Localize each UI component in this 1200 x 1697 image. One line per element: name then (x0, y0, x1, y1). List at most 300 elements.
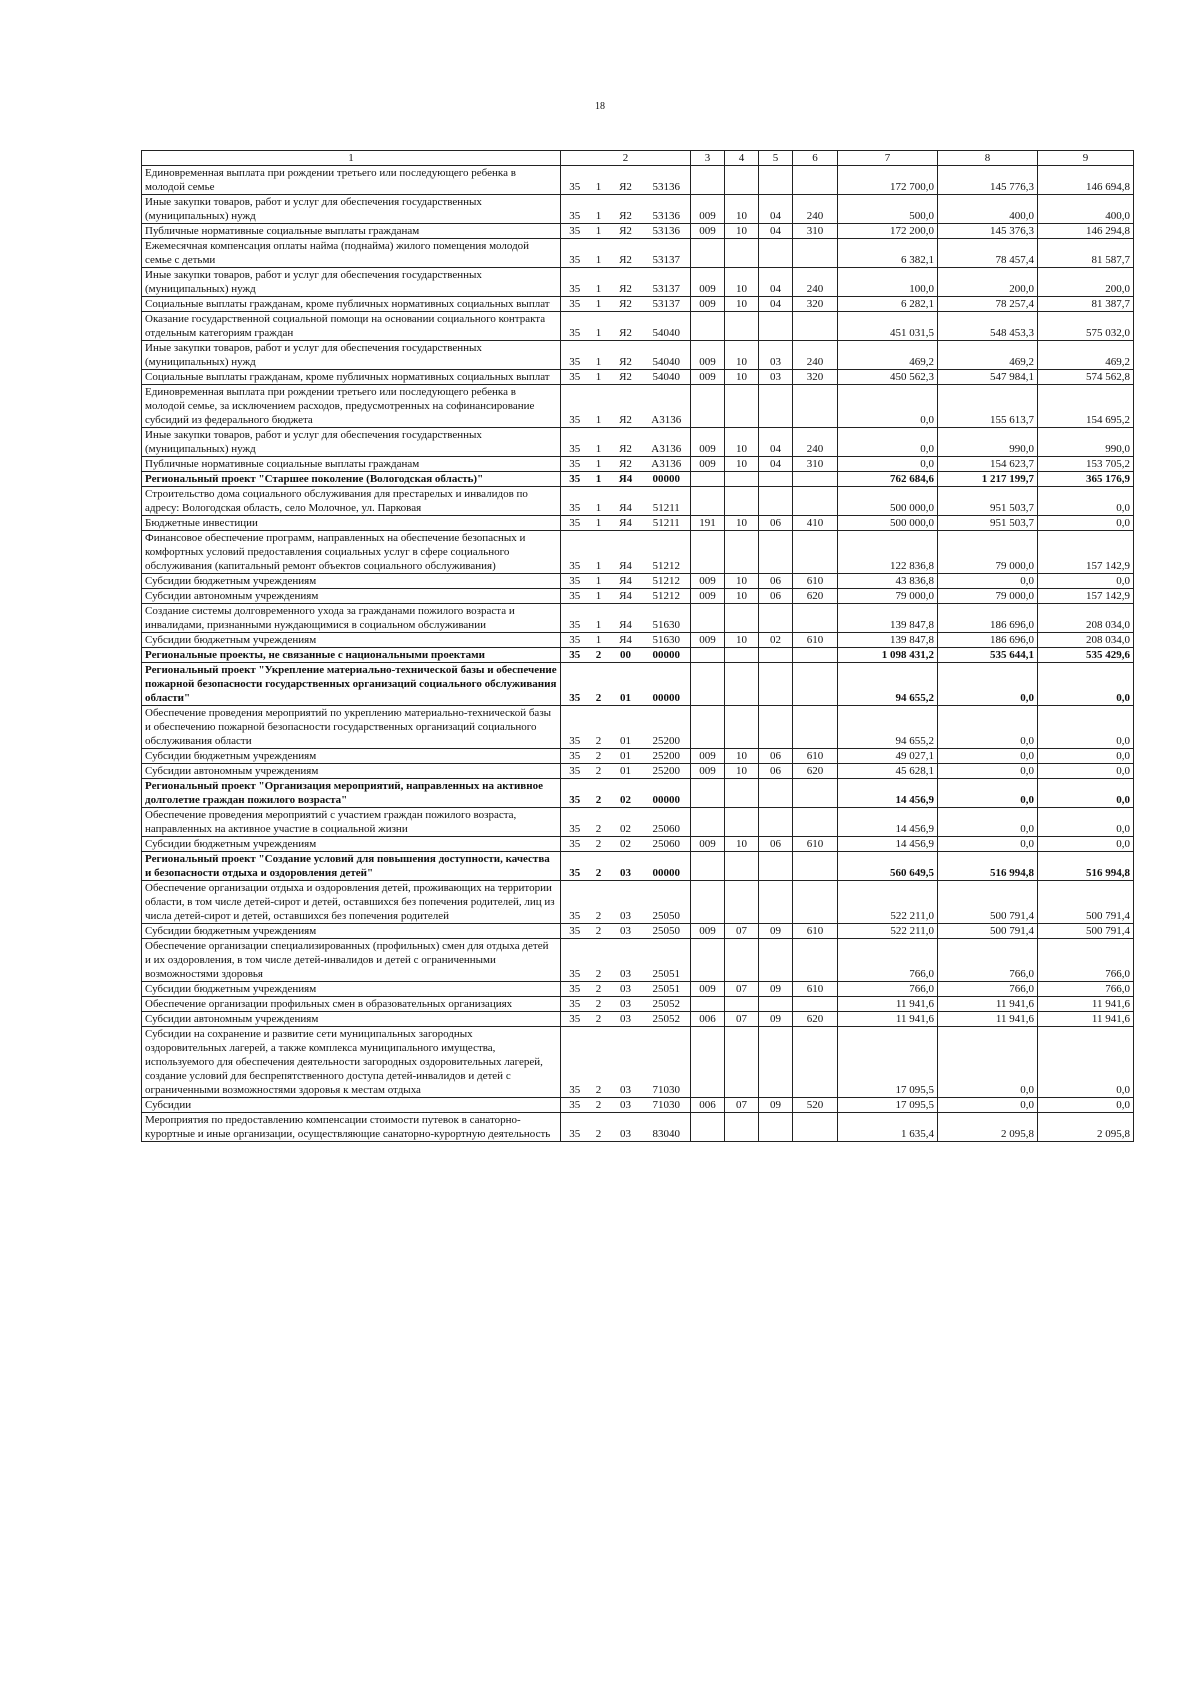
row-value-7: 0,0 (838, 428, 938, 457)
row-name: Ежемесячная компенсация оплаты найма (поднайма) жилого помещения молодой семье с детьми (142, 239, 561, 268)
row-value-9: 516 994,8 (1038, 852, 1134, 881)
row-code-direction: 51211 (643, 487, 691, 516)
row-value-9: 81 587,7 (1038, 239, 1134, 268)
row-code-group: 35 (561, 574, 589, 589)
row-col-4 (725, 808, 759, 837)
table-row (142, 982, 1134, 997)
row-value-9: 0,0 (1038, 663, 1134, 706)
row-col-5 (759, 648, 793, 663)
row-col-4 (725, 166, 759, 195)
row-code-direction: 53137 (643, 297, 691, 312)
row-name: Субсидии автономным учреждениям (142, 589, 561, 604)
row-value-9: 400,0 (1038, 195, 1134, 224)
row-col-4: 10 (725, 589, 759, 604)
row-name: Региональные проекты, не связанные с национальными проектами (142, 648, 561, 663)
row-code-project: 03 (609, 1098, 643, 1113)
row-col-6 (793, 852, 838, 881)
row-code-group: 35 (561, 648, 589, 663)
row-value-8: 500 791,4 (938, 924, 1038, 939)
row-code-project: 01 (609, 663, 643, 706)
row-code-project: 02 (609, 837, 643, 852)
row-code-project: Я2 (609, 297, 643, 312)
row-code-direction: 25060 (643, 837, 691, 852)
row-value-8: 0,0 (938, 1098, 1038, 1113)
row-col-6 (793, 881, 838, 924)
row-code-project: Я2 (609, 166, 643, 195)
row-col-3: 006 (691, 1012, 725, 1027)
row-col-6: 240 (793, 341, 838, 370)
row-col-3: 009 (691, 195, 725, 224)
row-col-4: 10 (725, 749, 759, 764)
row-col-3 (691, 1113, 725, 1142)
row-code-project: 03 (609, 1012, 643, 1027)
row-col-4 (725, 385, 759, 428)
row-value-7: 94 655,2 (838, 663, 938, 706)
row-code-group: 35 (561, 1027, 589, 1098)
row-code-direction: 83040 (643, 1113, 691, 1142)
row-value-7: 172 700,0 (838, 166, 938, 195)
row-value-7: 14 456,9 (838, 808, 938, 837)
row-col-5: 04 (759, 268, 793, 297)
row-code-project: 03 (609, 939, 643, 982)
row-value-8: 155 613,7 (938, 385, 1038, 428)
row-value-7: 560 649,5 (838, 852, 938, 881)
row-name: Субсидии на сохранение и развитие сети муниципальных загородных оздоровительных лагерей, а также комплекса муниципального имущества, используемого для обеспечения деятельности загородных оздоровительных лагерей, создание условий для беспрепятственного доступа детей-инвалидов и детей с ограниченными возможностями здоровья к местам отдыха (142, 1027, 561, 1098)
row-value-9: 0,0 (1038, 1098, 1134, 1113)
row-code-direction: 51212 (643, 589, 691, 604)
row-value-9: 0,0 (1038, 779, 1134, 808)
row-code-group: 35 (561, 516, 589, 531)
row-col-6 (793, 939, 838, 982)
row-value-8: 0,0 (938, 779, 1038, 808)
row-col-5: 06 (759, 749, 793, 764)
row-value-7: 451 031,5 (838, 312, 938, 341)
row-value-8: 0,0 (938, 808, 1038, 837)
row-col-4: 10 (725, 764, 759, 779)
row-code-direction: 54040 (643, 341, 691, 370)
row-value-9: 575 032,0 (1038, 312, 1134, 341)
row-col-3 (691, 531, 725, 574)
table-row (142, 1012, 1134, 1027)
row-name: Субсидии бюджетным учреждениям (142, 749, 561, 764)
row-value-7: 122 836,8 (838, 531, 938, 574)
row-value-9: 146 294,8 (1038, 224, 1134, 239)
header-col-5: 5 (759, 151, 793, 166)
row-code-group: 35 (561, 472, 589, 487)
row-value-7: 0,0 (838, 385, 938, 428)
row-value-7: 500 000,0 (838, 516, 938, 531)
row-col-4: 10 (725, 341, 759, 370)
row-col-4: 10 (725, 574, 759, 589)
table-row (142, 939, 1134, 982)
row-value-9: 11 941,6 (1038, 997, 1134, 1012)
row-code-direction: 25052 (643, 1012, 691, 1027)
table-row (142, 297, 1134, 312)
row-col-4 (725, 663, 759, 706)
row-col-3: 009 (691, 457, 725, 472)
row-code-program: 1 (589, 312, 609, 341)
table-row (142, 574, 1134, 589)
table-row (142, 166, 1134, 195)
row-value-8: 1 217 199,7 (938, 472, 1038, 487)
row-col-5 (759, 852, 793, 881)
row-col-6 (793, 487, 838, 516)
row-code-group: 35 (561, 1098, 589, 1113)
row-value-9: 154 695,2 (1038, 385, 1134, 428)
row-code-group: 35 (561, 779, 589, 808)
row-code-project: 03 (609, 1113, 643, 1142)
row-code-direction: 53136 (643, 166, 691, 195)
row-code-project: Я2 (609, 370, 643, 385)
row-code-program: 1 (589, 604, 609, 633)
row-code-project: Я2 (609, 312, 643, 341)
row-col-4 (725, 531, 759, 574)
row-value-8: 766,0 (938, 939, 1038, 982)
table-row (142, 268, 1134, 297)
row-name: Социальные выплаты гражданам, кроме публичных нормативных социальных выплат (142, 297, 561, 312)
table-row (142, 779, 1134, 808)
row-col-6 (793, 779, 838, 808)
row-code-program: 2 (589, 997, 609, 1012)
row-value-7: 766,0 (838, 939, 938, 982)
row-code-group: 35 (561, 531, 589, 574)
row-name: Публичные нормативные социальные выплаты гражданам (142, 457, 561, 472)
row-col-4: 10 (725, 516, 759, 531)
row-code-group: 35 (561, 166, 589, 195)
row-code-project: 03 (609, 982, 643, 997)
row-code-project: 01 (609, 749, 643, 764)
row-code-program: 1 (589, 487, 609, 516)
table-row (142, 428, 1134, 457)
row-code-project: Я4 (609, 531, 643, 574)
row-code-project: 03 (609, 852, 643, 881)
row-value-8: 951 503,7 (938, 487, 1038, 516)
row-code-program: 2 (589, 1098, 609, 1113)
row-value-7: 79 000,0 (838, 589, 938, 604)
row-code-group: 35 (561, 881, 589, 924)
row-col-5: 09 (759, 982, 793, 997)
row-code-project: 02 (609, 779, 643, 808)
row-col-6 (793, 472, 838, 487)
row-value-8: 0,0 (938, 706, 1038, 749)
row-code-direction: А3136 (643, 385, 691, 428)
page-number: 18 (595, 101, 605, 112)
row-code-direction: 25060 (643, 808, 691, 837)
row-col-3: 009 (691, 341, 725, 370)
table-row (142, 224, 1134, 239)
row-col-3 (691, 663, 725, 706)
row-col-6: 240 (793, 268, 838, 297)
row-col-5: 06 (759, 589, 793, 604)
row-value-8: 400,0 (938, 195, 1038, 224)
row-code-group: 35 (561, 982, 589, 997)
row-name: Строительство дома социального обслуживания для престарелых и инвалидов по адресу: Вологодская область, село Молочное, ул. Парковая (142, 487, 561, 516)
row-value-9: 469,2 (1038, 341, 1134, 370)
table-row (142, 472, 1134, 487)
row-col-5 (759, 779, 793, 808)
row-code-direction: 53137 (643, 268, 691, 297)
row-code-program: 2 (589, 1113, 609, 1142)
row-code-group: 35 (561, 195, 589, 224)
row-code-direction: 53137 (643, 239, 691, 268)
row-code-group: 35 (561, 852, 589, 881)
row-code-program: 1 (589, 239, 609, 268)
row-code-group: 35 (561, 997, 589, 1012)
row-code-group: 35 (561, 837, 589, 852)
row-value-8: 79 000,0 (938, 589, 1038, 604)
row-value-7: 45 628,1 (838, 764, 938, 779)
row-value-8: 516 994,8 (938, 852, 1038, 881)
table-row (142, 663, 1134, 706)
row-code-project: Я2 (609, 341, 643, 370)
row-col-4: 10 (725, 428, 759, 457)
row-code-direction: 00000 (643, 472, 691, 487)
table-row (142, 239, 1134, 268)
row-col-6: 610 (793, 837, 838, 852)
row-col-6: 240 (793, 428, 838, 457)
row-value-8: 0,0 (938, 663, 1038, 706)
row-code-project: 03 (609, 1027, 643, 1098)
row-col-6: 620 (793, 1012, 838, 1027)
row-col-6 (793, 648, 838, 663)
row-value-7: 49 027,1 (838, 749, 938, 764)
row-value-9: 574 562,8 (1038, 370, 1134, 385)
row-code-project: Я2 (609, 224, 643, 239)
row-name: Региональный проект "Создание условий для повышения доступности, качества и безопасности отдыха и оздоровления детей" (142, 852, 561, 881)
header-col-2: 2 (561, 151, 691, 166)
row-col-4: 10 (725, 837, 759, 852)
row-col-6 (793, 706, 838, 749)
row-code-group: 35 (561, 706, 589, 749)
row-col-5: 06 (759, 764, 793, 779)
row-col-5 (759, 239, 793, 268)
row-code-direction: 71030 (643, 1098, 691, 1113)
row-col-5 (759, 939, 793, 982)
row-col-3 (691, 648, 725, 663)
row-value-7: 500 000,0 (838, 487, 938, 516)
header-col-6: 6 (793, 151, 838, 166)
row-col-6: 610 (793, 982, 838, 997)
row-value-9: 0,0 (1038, 574, 1134, 589)
row-name: Субсидии бюджетным учреждениям (142, 924, 561, 939)
table-row (142, 487, 1134, 516)
row-code-direction: 54040 (643, 312, 691, 341)
row-code-program: 2 (589, 749, 609, 764)
row-value-9: 0,0 (1038, 1027, 1134, 1098)
row-name: Единовременная выплата при рождении третьего или последующего ребенка в молодой семье, за исключением расходов, предусмотренных на софинансирование субсидий из федерального бюджета (142, 385, 561, 428)
row-col-4: 07 (725, 1012, 759, 1027)
row-value-7: 100,0 (838, 268, 938, 297)
row-code-direction: 54040 (643, 370, 691, 385)
row-value-9: 0,0 (1038, 516, 1134, 531)
row-code-direction: 51630 (643, 633, 691, 648)
row-value-8: 186 696,0 (938, 633, 1038, 648)
row-code-direction: 25051 (643, 939, 691, 982)
row-code-program: 2 (589, 663, 609, 706)
row-value-8: 145 376,3 (938, 224, 1038, 239)
row-col-5: 09 (759, 924, 793, 939)
row-col-4 (725, 604, 759, 633)
row-code-project: 03 (609, 997, 643, 1012)
row-value-8: 79 000,0 (938, 531, 1038, 574)
row-col-3 (691, 706, 725, 749)
row-col-5 (759, 808, 793, 837)
row-col-6: 320 (793, 297, 838, 312)
row-code-program: 2 (589, 881, 609, 924)
row-value-7: 94 655,2 (838, 706, 938, 749)
table-row (142, 531, 1134, 574)
row-col-6: 610 (793, 749, 838, 764)
row-code-direction: 25050 (643, 924, 691, 939)
row-name: Субсидии бюджетным учреждениям (142, 633, 561, 648)
header-col-7: 7 (838, 151, 938, 166)
row-col-5 (759, 997, 793, 1012)
row-code-project: Я2 (609, 457, 643, 472)
row-code-program: 2 (589, 764, 609, 779)
row-code-group: 35 (561, 663, 589, 706)
row-name: Финансовое обеспечение программ, направленных на обеспечение безопасных и комфортных условий предоставления социальных услуг в сфере социального обслуживания (капитальный ремонт объектов социального обслуживания) (142, 531, 561, 574)
table-row (142, 924, 1134, 939)
row-col-6 (793, 604, 838, 633)
row-code-direction: 25051 (643, 982, 691, 997)
row-col-4: 10 (725, 370, 759, 385)
row-col-5 (759, 487, 793, 516)
row-value-8: 145 776,3 (938, 166, 1038, 195)
table-row (142, 1113, 1134, 1142)
row-value-9: 0,0 (1038, 749, 1134, 764)
row-code-direction: 25052 (643, 997, 691, 1012)
row-value-8: 0,0 (938, 1027, 1038, 1098)
table-row (142, 312, 1134, 341)
row-value-8: 535 644,1 (938, 648, 1038, 663)
row-code-group: 35 (561, 428, 589, 457)
row-value-7: 139 847,8 (838, 633, 938, 648)
row-col-5: 03 (759, 370, 793, 385)
row-col-6 (793, 997, 838, 1012)
row-col-3 (691, 881, 725, 924)
row-code-program: 1 (589, 341, 609, 370)
row-col-4 (725, 939, 759, 982)
row-value-7: 11 941,6 (838, 997, 938, 1012)
row-code-program: 2 (589, 808, 609, 837)
row-code-direction: 25200 (643, 749, 691, 764)
row-name: Субсидии бюджетным учреждениям (142, 837, 561, 852)
row-col-3: 009 (691, 924, 725, 939)
row-code-project: Я2 (609, 428, 643, 457)
row-value-9: 766,0 (1038, 939, 1134, 982)
row-name: Субсидии бюджетным учреждениям (142, 982, 561, 997)
row-code-group: 35 (561, 604, 589, 633)
table-row (142, 997, 1134, 1012)
row-col-6 (793, 531, 838, 574)
row-col-5 (759, 385, 793, 428)
row-value-7: 469,2 (838, 341, 938, 370)
row-col-4 (725, 997, 759, 1012)
row-col-5: 03 (759, 341, 793, 370)
row-code-project: Я4 (609, 589, 643, 604)
row-code-project: 03 (609, 924, 643, 939)
row-code-program: 1 (589, 297, 609, 312)
row-col-6: 610 (793, 633, 838, 648)
row-col-6: 610 (793, 924, 838, 939)
row-col-6: 610 (793, 574, 838, 589)
row-value-9: 535 429,6 (1038, 648, 1134, 663)
row-code-program: 1 (589, 457, 609, 472)
table-row (142, 195, 1134, 224)
row-name: Субсидии бюджетным учреждениям (142, 574, 561, 589)
table-row (142, 706, 1134, 749)
row-code-project: 00 (609, 648, 643, 663)
row-code-project: Я4 (609, 472, 643, 487)
row-value-7: 17 095,5 (838, 1098, 938, 1113)
row-code-direction: 51630 (643, 604, 691, 633)
row-col-3 (691, 939, 725, 982)
row-value-8: 2 095,8 (938, 1113, 1038, 1142)
row-col-3 (691, 779, 725, 808)
row-value-7: 522 211,0 (838, 881, 938, 924)
row-col-5 (759, 1113, 793, 1142)
row-col-5: 09 (759, 1012, 793, 1027)
header-col-4: 4 (725, 151, 759, 166)
table-row (142, 633, 1134, 648)
row-value-8: 766,0 (938, 982, 1038, 997)
row-value-7: 762 684,6 (838, 472, 938, 487)
row-code-group: 35 (561, 939, 589, 982)
header-row (142, 151, 1134, 166)
row-col-5: 04 (759, 457, 793, 472)
row-code-program: 1 (589, 224, 609, 239)
row-code-program: 1 (589, 589, 609, 604)
row-col-4 (725, 779, 759, 808)
row-col-3: 009 (691, 764, 725, 779)
row-col-4: 10 (725, 297, 759, 312)
row-col-3: 009 (691, 589, 725, 604)
row-code-program: 2 (589, 1027, 609, 1098)
row-col-5: 06 (759, 837, 793, 852)
row-col-4 (725, 472, 759, 487)
row-col-3: 009 (691, 633, 725, 648)
row-col-6: 520 (793, 1098, 838, 1113)
row-code-program: 1 (589, 428, 609, 457)
row-col-3 (691, 487, 725, 516)
row-col-3 (691, 239, 725, 268)
row-value-9: 500 791,4 (1038, 924, 1134, 939)
row-col-3 (691, 808, 725, 837)
row-col-3 (691, 472, 725, 487)
row-col-5 (759, 472, 793, 487)
row-col-5: 04 (759, 297, 793, 312)
row-code-direction: 25200 (643, 764, 691, 779)
row-name: Оказание государственной социальной помощи на основании социального контракта отдельным категориям граждан (142, 312, 561, 341)
row-code-program: 1 (589, 633, 609, 648)
row-col-6: 240 (793, 195, 838, 224)
row-value-7: 43 836,8 (838, 574, 938, 589)
row-col-4 (725, 487, 759, 516)
header-col-1: 1 (142, 151, 561, 166)
row-code-group: 35 (561, 487, 589, 516)
row-col-5: 09 (759, 1098, 793, 1113)
row-code-group: 35 (561, 341, 589, 370)
row-col-6: 320 (793, 370, 838, 385)
row-value-8: 469,2 (938, 341, 1038, 370)
row-value-8: 78 457,4 (938, 239, 1038, 268)
budget-table (141, 150, 1134, 1142)
row-col-3 (691, 604, 725, 633)
row-col-3: 009 (691, 428, 725, 457)
row-code-program: 2 (589, 648, 609, 663)
row-col-4 (725, 1113, 759, 1142)
row-code-project: Я2 (609, 385, 643, 428)
